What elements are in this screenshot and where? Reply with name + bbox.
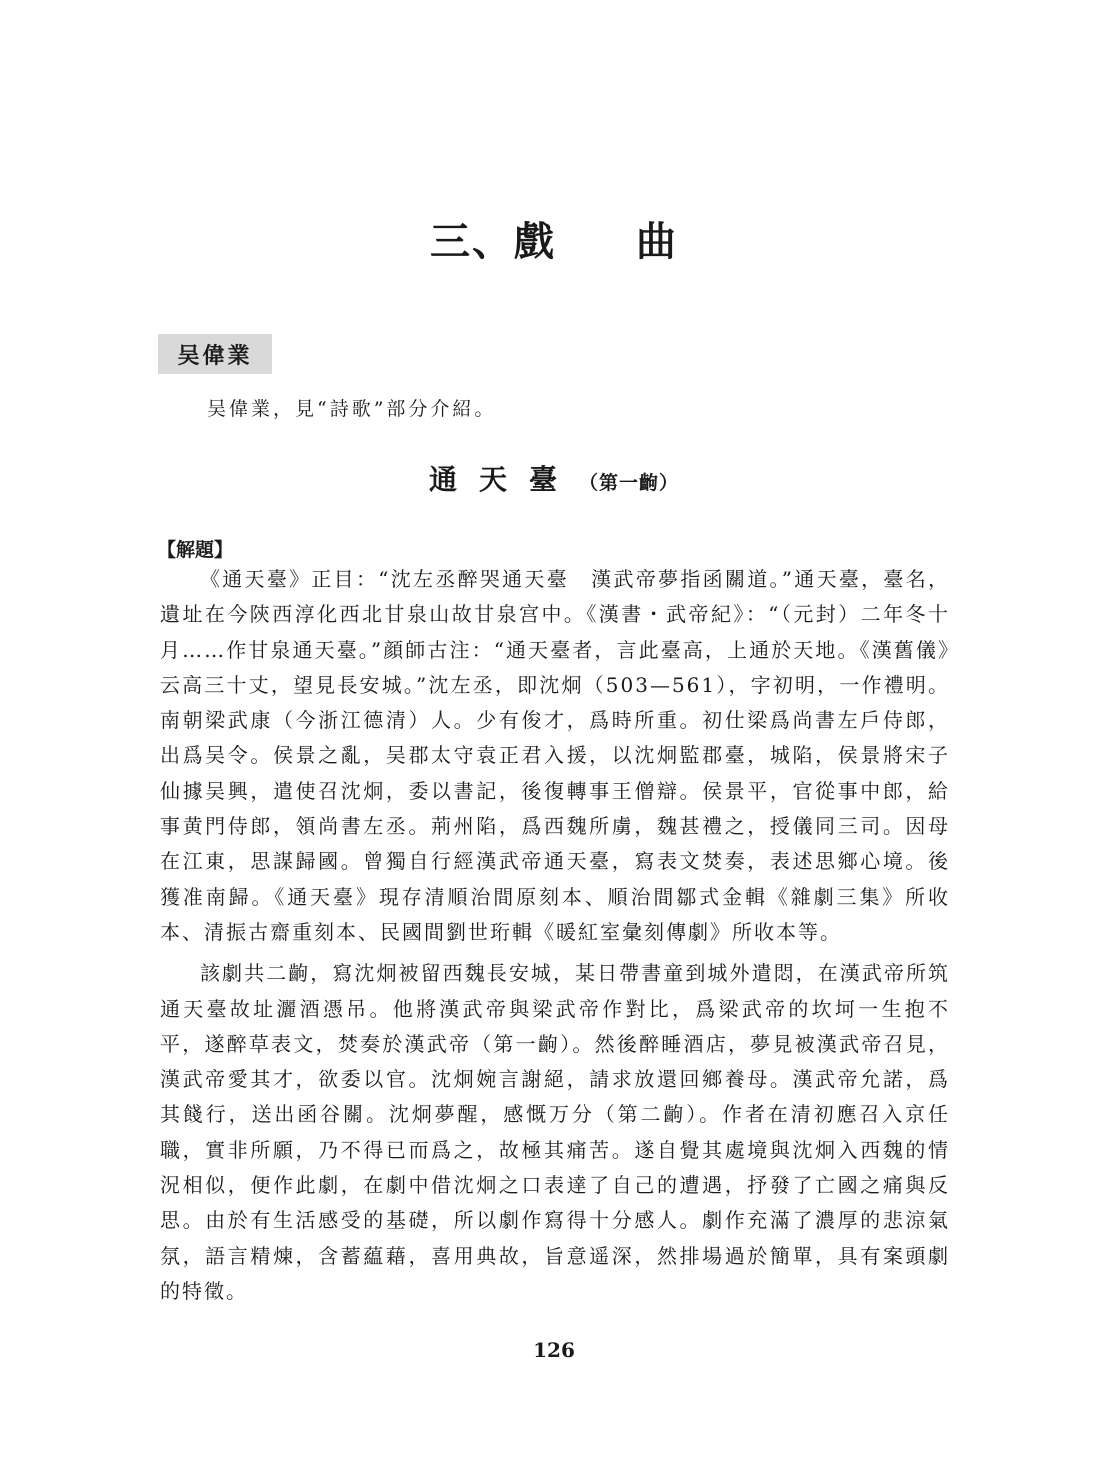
author-name: 吴偉業	[177, 342, 253, 369]
work-title	[0, 458, 1108, 498]
body-paragraph: 《通天臺》正目：“沈左丞醉哭通天臺 漢武帝夢指函關道。”通天臺，臺名，遺址在今陝西淳化西北甘泉山故甘泉宫中。《漢書・武帝紀》：“（元封）二年冬十月……作甘泉通天臺。”顔師古注：“通天臺者，言此臺高，上通於天地。《漢舊儀》云高三十丈，望見長安城。”沈左丞，即沈炯（503—561），字初明，一作禮明。南朝梁武康（今浙江德清）人。少有俊才，爲時所重。初仕梁爲尚書左戶侍郎，出爲吴令。侯景之亂，吴郡太守袁正君入援，以沈炯監郡臺，城陷，侯景將宋子仙據吴興，遣使召沈炯，委以書記，後復轉事王僧辯。侯景平，官從事中郎，給事黄門侍郎，領尚書左丞。荊州陷，爲西魏所虜，魏甚禮之，授儀同三司。因母在江東，思謀歸國。曾獨自行經漢武帝通天臺，寫表文焚奏，表述思鄉心境。後獲准南歸。《通天臺》現存清順治間原刻本、順治間鄒式金輯《雜劇三集》所收本、清振古齋重刻本、民國間劉世珩輯《暖紅室彙刻傳劇》所收本等。	[160, 567, 950, 944]
page-number: 126	[533, 1338, 575, 1362]
chapter-title-part2: 曲	[636, 218, 678, 265]
section-heading: 【解題】	[157, 539, 234, 561]
body-paragraph: 該劇共二齣，寫沈炯被留西魏長安城，某日帶書童到城外遣悶，在漢武帝所筑通天臺故址灑酒憑吊。他將漢武帝與梁武帝作對比，爲梁武帝的坎坷一生抱不平，遂醉草表文，焚奏於漢武帝（第一齣）。然後醉睡酒店，夢見被漢武帝召見，漢武帝愛其才，欲委以官。沈炯婉言謝絕，請求放還回鄉養母。漢武帝允諾，爲其餞行，送出函谷關。沈炯夢醒，感慨万分（第二齣）。作者在清初應召入京任職，實非所願，乃不得已而爲之，故極其痛苦。遂自覺其處境與沈炯入西魏的情況相似，便作此劇，在劇中借沈炯之口表達了自己的遭遇，抒發了亡國之痛與反思。由於有生活感受的基礎，所以劇作寫得十分感人。劇作充滿了濃厚的悲涼氣氛，語言精煉，含蓄藴藉，喜用典故，旨意遥深，然排場過於簡單，具有案頭劇的特徵。	[160, 961, 950, 1303]
section-body	[160, 562, 950, 1315]
author-note: 吴偉業，見“詩歌”部分介紹。	[207, 398, 497, 420]
author-name-badge	[158, 334, 272, 374]
chapter-title-part1: 三、戲	[430, 218, 556, 265]
chapter-title	[0, 210, 1108, 267]
work-title-main: 通天臺	[428, 463, 579, 496]
work-title-subtitle: （第一齣）	[579, 472, 680, 494]
